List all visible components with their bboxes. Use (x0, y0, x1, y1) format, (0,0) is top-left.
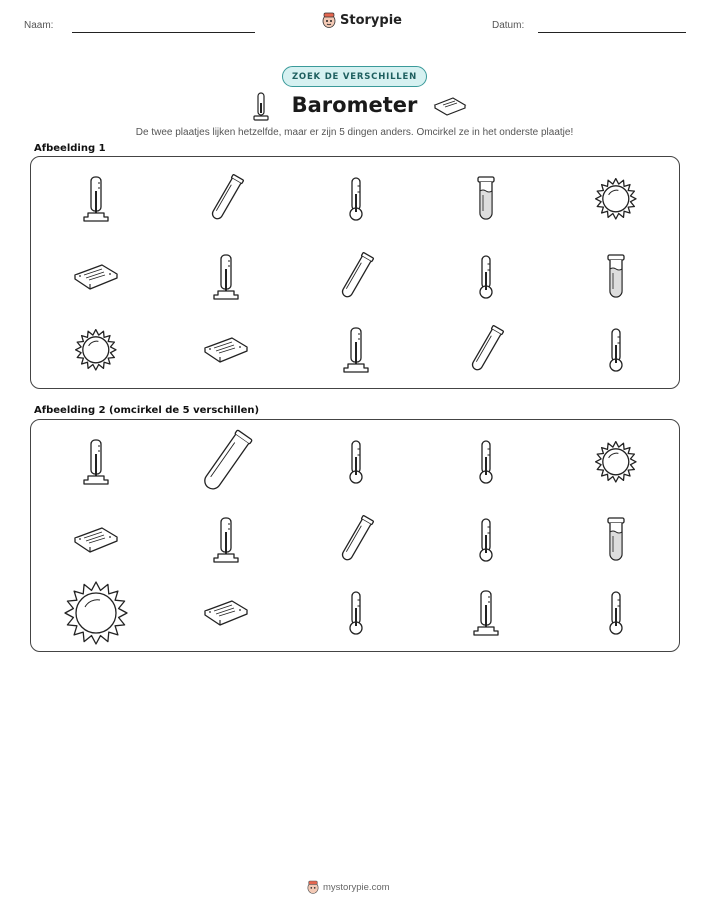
test-tube-tilted-icon[interactable] (337, 515, 375, 569)
footer-site[interactable]: mystorypie.com (323, 881, 390, 893)
picture-2-panel[interactable] (30, 419, 680, 652)
thermometer-icon[interactable] (347, 439, 365, 489)
thermometer-stand-icon[interactable] (82, 438, 110, 490)
test-tube-filled-icon[interactable] (606, 516, 626, 568)
stone-slab-icon (202, 335, 250, 369)
thermometer-stand-icon (82, 175, 110, 227)
sun-icon (75, 329, 117, 375)
footer (307, 880, 390, 894)
sun-large-icon[interactable] (64, 581, 128, 649)
name-line[interactable] (72, 32, 255, 33)
thermometer-icon[interactable] (477, 439, 495, 489)
brand-name: Storypie (340, 12, 402, 28)
thermometer-stand-icon[interactable] (472, 589, 500, 641)
thermometer-icon[interactable] (607, 590, 625, 640)
storypie-mascot-icon (322, 12, 336, 28)
date-label: Datum: (492, 20, 525, 31)
thermometer-stand-icon[interactable] (212, 516, 240, 568)
picture-1-label: Afbeelding 1 (34, 143, 106, 154)
stone-slab-icon[interactable] (202, 598, 250, 632)
thermometer-icon[interactable] (477, 517, 495, 567)
thermometer-icon (607, 327, 625, 377)
storypie-mascot-icon (307, 880, 319, 894)
stone-slab-icon (72, 262, 120, 296)
picture-1-panel (30, 156, 680, 389)
thermometer-stand-icon (212, 253, 240, 305)
activity-badge: ZOEK DE VERSCHILLEN (282, 66, 427, 87)
sun-icon[interactable] (595, 441, 637, 487)
page-title: Barometer (291, 93, 418, 117)
test-tube-tilted-large-icon[interactable] (198, 429, 254, 499)
date-line[interactable] (538, 32, 686, 33)
test-tube-tilted-icon (337, 252, 375, 306)
sun-icon (595, 178, 637, 224)
test-tube-filled-icon (476, 175, 496, 227)
name-label: Naam: (24, 20, 54, 31)
test-tube-tilted-icon (207, 174, 245, 228)
thermometer-stand-icon (342, 326, 370, 378)
test-tube-tilted-icon (467, 325, 505, 379)
test-tube-filled-icon (606, 253, 626, 305)
instructions: De twee plaatjes lijken hetzelfde, maar er zijn 5 dingen anders. Omcirkel ze in het onderste plaatje! (135, 127, 574, 138)
thermometer-icon (347, 176, 365, 226)
thermometer-icon[interactable] (347, 590, 365, 640)
brand-logo (322, 12, 402, 28)
thermometer-icon (477, 254, 495, 304)
title-stone-slab-icon (433, 96, 467, 120)
stone-slab-icon[interactable] (72, 525, 120, 559)
picture-2-label: Afbeelding 2 (omcirkel de 5 verschillen) (34, 405, 260, 416)
